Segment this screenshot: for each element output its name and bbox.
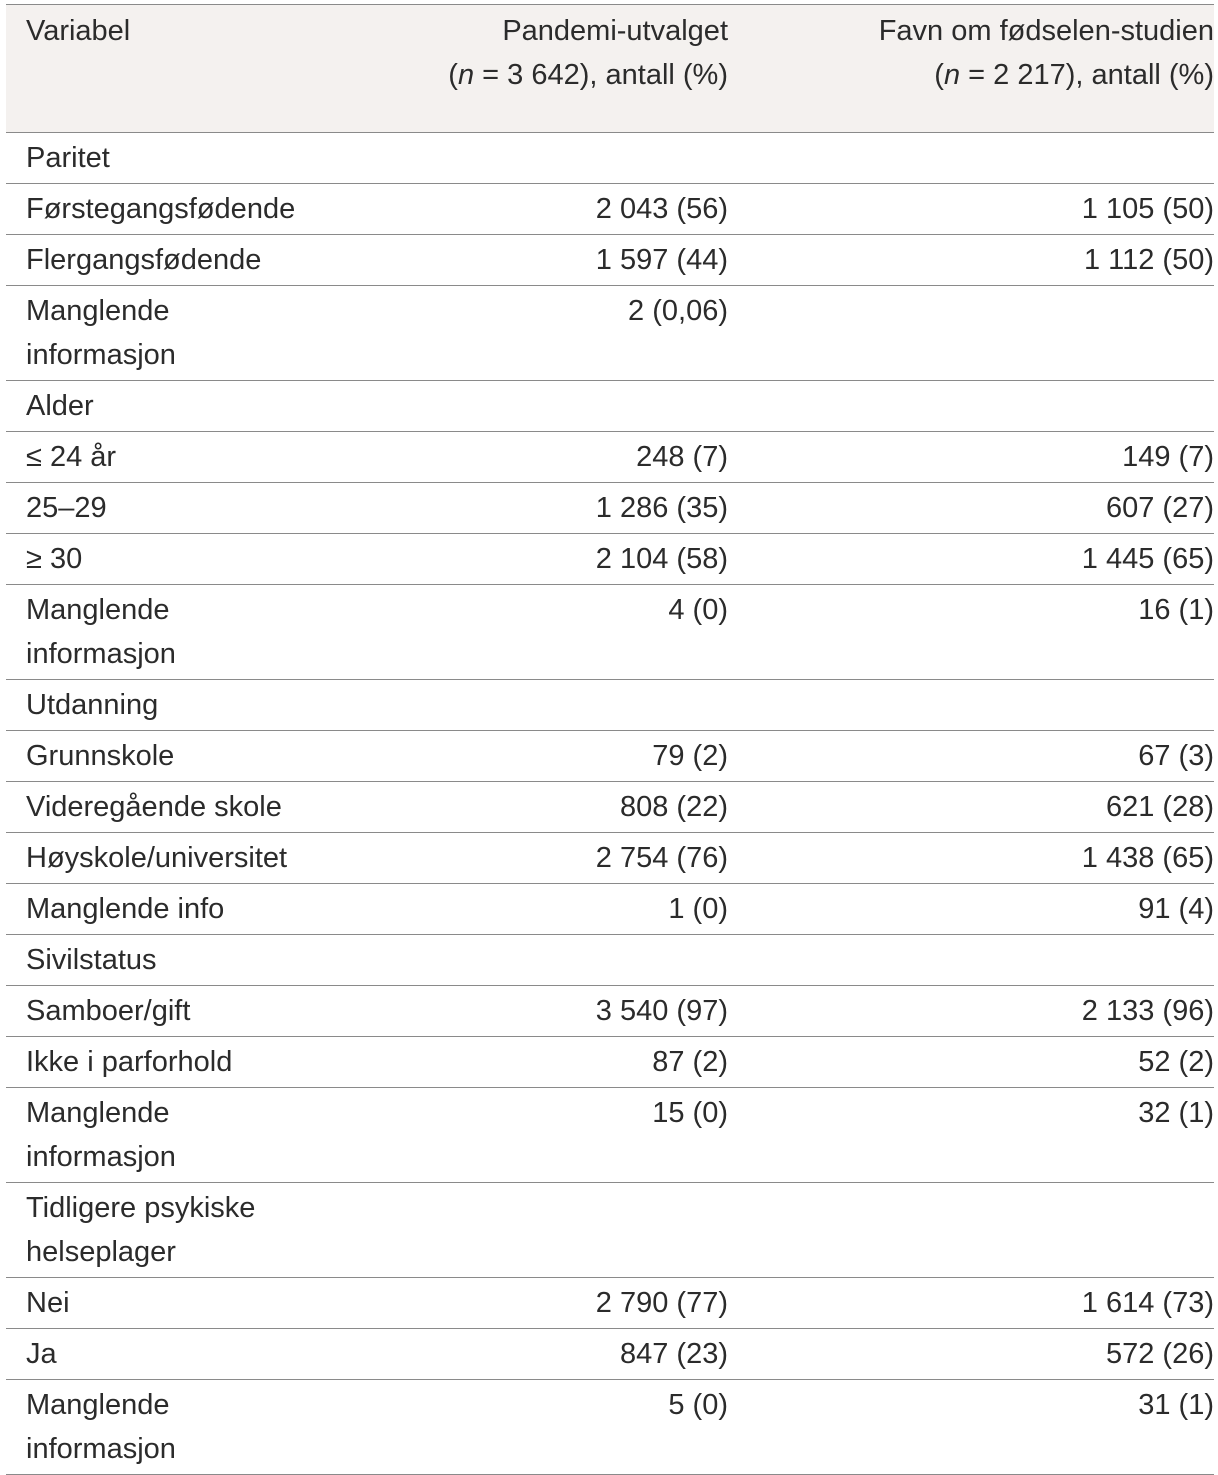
n-symbol: n bbox=[457, 59, 475, 91]
favn-value: 1 438 (65) bbox=[1081, 842, 1214, 874]
favn-value bbox=[728, 381, 1214, 431]
row-label: Utdanning bbox=[26, 689, 159, 721]
header-pandemic-sample bbox=[386, 7, 728, 132]
favn-value: 67 (3) bbox=[1138, 740, 1214, 772]
pandemic-value: 15 (0) bbox=[652, 1097, 728, 1129]
row-label: Videregående skole bbox=[26, 791, 282, 823]
row-label: Tidligere psykiske helseplager bbox=[26, 1192, 256, 1268]
row-label: Manglende informasjon bbox=[26, 295, 176, 371]
row-label: 25–29 bbox=[26, 492, 107, 524]
header-favn-title: Favn om fødselen-studien bbox=[878, 15, 1214, 47]
table-row bbox=[6, 680, 1214, 731]
row-label: Samboer/gift bbox=[26, 995, 191, 1027]
row-label: Sivilstatus bbox=[26, 944, 157, 976]
pandemic-value: 4 (0) bbox=[668, 594, 728, 626]
pandemic-value: 3 540 (97) bbox=[595, 995, 728, 1027]
table-body bbox=[6, 133, 1214, 1475]
favn-value bbox=[728, 133, 1214, 183]
pandemic-value: 1 (0) bbox=[668, 893, 728, 925]
pandemic-value bbox=[386, 935, 728, 985]
table-row bbox=[6, 1278, 1214, 1329]
favn-value: 91 (4) bbox=[1138, 893, 1214, 925]
favn-value: 16 (1) bbox=[1138, 594, 1214, 626]
favn-value bbox=[728, 935, 1214, 985]
favn-value: 572 (26) bbox=[1105, 1338, 1214, 1370]
pandemic-value: 87 (2) bbox=[652, 1046, 728, 1078]
favn-value: 149 (7) bbox=[1122, 441, 1214, 473]
favn-value: 607 (27) bbox=[1105, 492, 1214, 524]
pandemic-value bbox=[386, 133, 728, 183]
favn-value: 31 (1) bbox=[1138, 1389, 1214, 1421]
row-label: Nei bbox=[26, 1287, 70, 1319]
row-label: Grunnskole bbox=[26, 740, 175, 772]
row-label: Førstegangsfødende bbox=[26, 193, 296, 225]
favn-value bbox=[728, 1183, 1214, 1277]
row-label: ≥ 30 bbox=[26, 543, 83, 575]
row-label: ≤ 24 år bbox=[26, 441, 117, 473]
table-row bbox=[6, 184, 1214, 235]
row-label: Manglende informasjon bbox=[26, 1097, 176, 1173]
favn-value: 32 (1) bbox=[1138, 1097, 1214, 1129]
pandemic-value: 847 (23) bbox=[619, 1338, 728, 1370]
pandemic-value: 248 (7) bbox=[636, 441, 728, 473]
table-row bbox=[6, 133, 1214, 184]
pandemic-value: 2 104 (58) bbox=[595, 543, 728, 575]
favn-value: 1 614 (73) bbox=[1081, 1287, 1214, 1319]
pandemic-value: 79 (2) bbox=[652, 740, 728, 772]
favn-value bbox=[728, 680, 1214, 730]
table-row bbox=[6, 585, 1214, 680]
favn-value: 2 133 (96) bbox=[1081, 995, 1214, 1027]
header-pandemic-n bbox=[386, 53, 728, 97]
favn-value: 1 112 (50) bbox=[1083, 244, 1214, 276]
favn-value: 1 105 (50) bbox=[1081, 193, 1214, 225]
pandemic-value bbox=[386, 381, 728, 431]
table-header bbox=[6, 4, 1214, 133]
pandemic-value: 2 043 (56) bbox=[595, 193, 728, 225]
table-row bbox=[6, 1380, 1214, 1475]
favn-value: 621 (28) bbox=[1105, 791, 1214, 823]
favn-value: 52 (2) bbox=[1138, 1046, 1214, 1078]
table-row bbox=[6, 1183, 1214, 1278]
row-label: Manglende info bbox=[26, 893, 225, 925]
header-favn-n bbox=[728, 53, 1214, 97]
table-row bbox=[6, 782, 1214, 833]
table-row bbox=[6, 731, 1214, 782]
table-row bbox=[6, 1088, 1214, 1183]
favn-value bbox=[728, 286, 1214, 380]
table-row bbox=[6, 286, 1214, 381]
pandemic-value: 1 286 (35) bbox=[595, 492, 728, 524]
row-label: Paritet bbox=[26, 142, 110, 174]
paren: ( bbox=[934, 59, 944, 91]
pandemic-value bbox=[386, 1183, 728, 1277]
n-symbol: n bbox=[943, 59, 961, 91]
favn-value: 1 445 (65) bbox=[1081, 543, 1214, 575]
row-label: Alder bbox=[26, 390, 94, 422]
data-table bbox=[6, 4, 1214, 1475]
header-pandemic-count: = 3 642), antall (%) bbox=[474, 59, 728, 91]
row-label: Manglende informasjon bbox=[26, 1389, 176, 1465]
table-row bbox=[6, 235, 1214, 286]
table-row bbox=[6, 833, 1214, 884]
row-label: Ja bbox=[26, 1338, 57, 1370]
pandemic-value: 1 597 (44) bbox=[595, 244, 728, 276]
table-row bbox=[6, 534, 1214, 585]
pandemic-value: 808 (22) bbox=[619, 791, 728, 823]
pandemic-value: 2 754 (76) bbox=[595, 842, 728, 874]
header-variable bbox=[26, 7, 386, 132]
table-row bbox=[6, 986, 1214, 1037]
table-row bbox=[6, 884, 1214, 935]
table-row bbox=[6, 1329, 1214, 1380]
pandemic-value: 2 790 (77) bbox=[595, 1287, 728, 1319]
header-favn-study bbox=[728, 7, 1214, 132]
row-label: Manglende informasjon bbox=[26, 594, 176, 670]
table-row bbox=[6, 935, 1214, 986]
row-label: Ikke i parforhold bbox=[26, 1046, 233, 1078]
pandemic-value: 5 (0) bbox=[668, 1389, 728, 1421]
row-label: Høyskole/universitet bbox=[26, 842, 288, 874]
pandemic-value bbox=[386, 680, 728, 730]
paren: ( bbox=[448, 59, 458, 91]
table-row bbox=[6, 1037, 1214, 1088]
table-row bbox=[6, 483, 1214, 534]
header-favn-count: = 2 217), antall (%) bbox=[960, 59, 1214, 91]
table-row bbox=[6, 432, 1214, 483]
table-row bbox=[6, 381, 1214, 432]
header-pandemic-title: Pandemi-utvalget bbox=[502, 15, 728, 47]
pandemic-value: 2 (0,06) bbox=[628, 295, 728, 327]
header-variable-label: Variabel bbox=[26, 15, 131, 47]
row-label: Flergangsfødende bbox=[26, 244, 262, 276]
